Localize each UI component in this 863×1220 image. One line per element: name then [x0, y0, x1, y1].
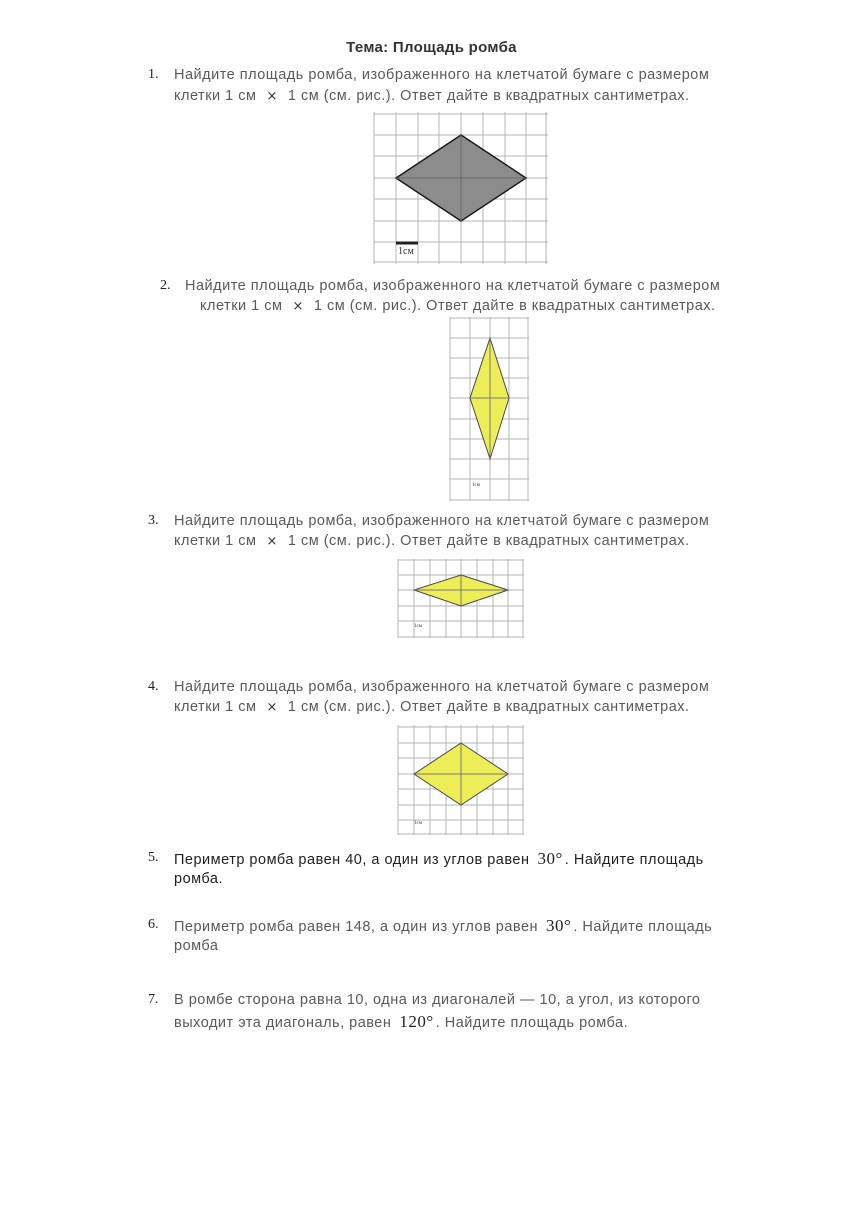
- problem-7-number: 7.: [148, 992, 159, 1007]
- problem-6-line1: Периметр ромба равен 148, а один из углов равен 30° . Найдите площадь: [174, 916, 713, 935]
- problem-3-line1: Найдите площадь ромба, изображенного на клетчатой бумаге с размером: [174, 513, 710, 529]
- times-icon: ×: [292, 299, 304, 314]
- problem-3-line2: клетки 1 см × 1 см (см. рис.). Ответ дайте в квадратных сантиметрах.: [174, 533, 690, 549]
- problem-3-figure: [398, 559, 524, 638]
- problem-4-number: 4.: [148, 679, 159, 694]
- problem-4-line2: клетки 1 см × 1 см (см. рис.). Ответ дайте в квадратных сантиметрах.: [174, 699, 690, 715]
- problem-2-figure: [450, 317, 529, 501]
- problem-5-number: 5.: [148, 850, 159, 865]
- scale-label: 1см: [414, 624, 422, 629]
- times-icon: ×: [266, 89, 278, 104]
- problem-5-line2: ромба.: [174, 871, 223, 887]
- angle-value: 30°: [537, 849, 563, 868]
- angle-value: 30°: [546, 916, 572, 935]
- scale-label: 1см: [398, 246, 414, 257]
- problem-1-number: 1.: [148, 67, 159, 82]
- page-title: Тема: Площадь ромба: [346, 39, 517, 56]
- angle-value: 120°: [399, 1012, 434, 1031]
- problem-6-line2: ромба: [174, 938, 219, 954]
- problem-2-line1: Найдите площадь ромба, изображенного на клетчатой бумаге с размером: [185, 278, 721, 294]
- problem-2-number: 2.: [160, 278, 171, 293]
- problem-6-number: 6.: [148, 917, 159, 932]
- problem-2-line2: клетки 1 см × 1 см (см. рис.). Ответ дайте в квадратных сантиметрах.: [200, 298, 716, 314]
- problem-3-number: 3.: [148, 513, 159, 528]
- problem-1-line1: Найдите площадь ромба, изображенного на клетчатой бумаге с размером: [174, 67, 710, 83]
- problem-1-figure: [374, 112, 548, 264]
- problem-1-line2: клетки 1 см × 1 см (см. рис.). Ответ дайте в квадратных сантиметрах.: [174, 88, 690, 104]
- problem-4-figure: [398, 725, 524, 835]
- times-icon: ×: [266, 534, 278, 549]
- times-icon: ×: [266, 700, 278, 715]
- problem-7-line2: выходит эта диагональ, равен 120° . Найдите площадь ромба.: [174, 1012, 629, 1031]
- problem-4-line1: Найдите площадь ромба, изображенного на клетчатой бумаге с размером: [174, 679, 710, 695]
- problem-7-line1: В ромбе сторона равна 10, одна из диагоналей — 10, а угол, из которого: [174, 992, 701, 1008]
- scale-label: 1см: [472, 483, 480, 488]
- problem-5-line1: Периметр ромба равен 40, а один из углов равен 30° . Найдите площадь: [174, 849, 704, 868]
- scale-label: 1см: [414, 821, 422, 826]
